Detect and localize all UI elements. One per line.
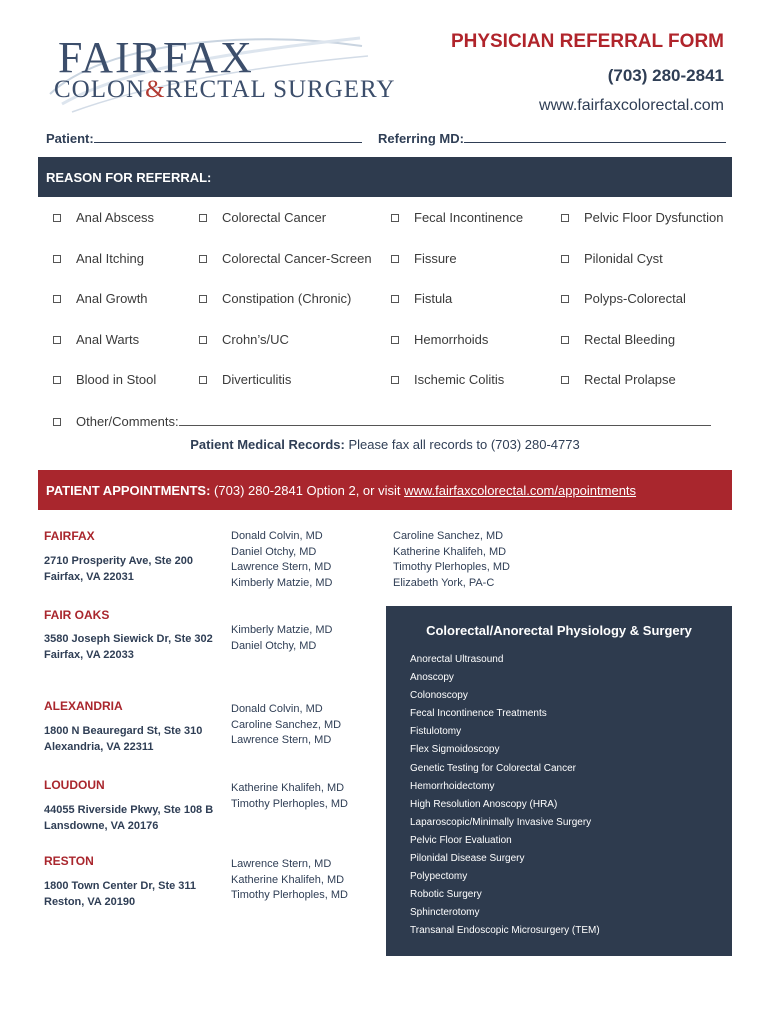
other-comments-label: Other/Comments:: [76, 414, 179, 429]
service-item: Fistulotomy: [410, 726, 462, 738]
logo-line-2: [54, 76, 395, 104]
doctor-name: Timothy Plerhoples, MD: [393, 561, 510, 573]
reason-label: Rectal Bleeding: [584, 332, 676, 347]
doctor-name: Timothy Plerhoples, MD: [231, 797, 348, 810]
location-address: [44, 632, 213, 663]
location-name: RESTON: [44, 854, 94, 868]
service-item: Genetic Testing for Colorectal Cancer: [410, 762, 577, 774]
doctor-name: Daniel Otchy, MD: [231, 639, 317, 652]
appointments-text: (703) 280-2841 Option 2, or visit: [210, 482, 405, 498]
location-name: FAIRFAX: [44, 529, 95, 543]
doctor-name: Lawrence Stern, MD: [231, 734, 332, 746]
services-panel: [386, 606, 732, 956]
services-title: Colorectal/Anorectal Physiology & Surgery: [426, 623, 692, 638]
checkbox-icon[interactable]: [53, 255, 61, 263]
address-line: Fairfax, VA 22031: [44, 570, 134, 583]
reason-checkbox[interactable]: [561, 332, 675, 347]
checkbox-icon[interactable]: [53, 376, 61, 384]
form-title: PHYSICIAN REFERRAL FORM: [450, 31, 724, 52]
doctor-name: Caroline Sanchez, MD: [393, 530, 504, 542]
service-item: Robotic Surgery: [410, 889, 482, 901]
doctor-name: Lawrence Stern, MD: [231, 858, 332, 870]
records-bold-label: Patient Medical Records:: [190, 437, 345, 452]
reason-checkbox[interactable]: [53, 372, 156, 387]
service-item: Pilonidal Disease Surgery: [410, 853, 525, 865]
reason-label: Constipation (Chronic): [222, 291, 352, 306]
reason-label: Colorectal Cancer-Screen: [222, 251, 372, 266]
doctor-list: [393, 529, 510, 591]
practice-logo: [42, 33, 396, 114]
checkbox-icon[interactable]: [561, 295, 569, 303]
doctor-name: Timothy Plerhoples, MD: [231, 889, 348, 901]
service-item: Polypectomy: [410, 871, 468, 883]
checkbox-icon[interactable]: [199, 214, 207, 222]
address-line: 1800 Town Center Dr, Ste 311: [44, 880, 197, 892]
checkbox-icon[interactable]: [561, 376, 569, 384]
checkbox-icon[interactable]: [199, 376, 207, 384]
logo-colon: COLON: [54, 76, 146, 103]
reason-label: Fissure: [414, 251, 457, 266]
doctor-name: Lawrence Stern, MD: [231, 561, 332, 573]
reason-checkbox[interactable]: [561, 210, 723, 225]
reason-label: Colorectal Cancer: [222, 210, 327, 225]
reason-label: Anal Warts: [76, 332, 140, 347]
reason-checkbox[interactable]: [199, 332, 289, 347]
service-item: Sphincterotomy: [410, 907, 480, 919]
reason-checkbox[interactable]: [53, 210, 154, 225]
reason-checkbox[interactable]: [53, 291, 148, 306]
referring-md-label: Referring MD:: [378, 131, 464, 146]
checkbox-icon[interactable]: [199, 295, 207, 303]
service-item: Anorectal Ultrasound: [410, 654, 504, 665]
reason-label: Crohn’s/UC: [222, 332, 289, 347]
reason-checkbox[interactable]: [199, 251, 372, 266]
checkbox-icon[interactable]: [391, 295, 399, 303]
reason-checkbox[interactable]: [561, 251, 663, 266]
doctor-list: [231, 623, 332, 654]
address-line: 44055 Riverside Pkwy, Ste 108 B: [44, 804, 214, 816]
location-address: [44, 554, 193, 585]
reason-label: Blood in Stool: [76, 372, 157, 387]
checkbox-icon[interactable]: [391, 336, 399, 344]
location-name: ALEXANDRIA: [44, 699, 123, 713]
other-comments-line[interactable]: [179, 413, 711, 426]
appointments-heading: PATIENT APPOINTMENTS:: [46, 482, 211, 498]
service-item: Fecal Incontinence Treatments: [410, 708, 547, 720]
doctor-name: Caroline Sanchez, MD: [231, 718, 342, 731]
logo-line-1: FAIRFAX: [58, 33, 254, 82]
doctor-list: [231, 702, 341, 749]
location-address: [44, 724, 202, 755]
doctor-list: [231, 781, 348, 812]
reason-checkbox[interactable]: [391, 372, 504, 387]
reason-label: Anal Itching: [76, 251, 144, 266]
checkbox-icon[interactable]: [561, 214, 569, 222]
checkbox-icon[interactable]: [53, 295, 61, 303]
checkbox-icon[interactable]: [391, 255, 399, 263]
appointments-bar: [38, 470, 732, 510]
service-item: Laparoscopic/Minimally Invasive Surgery: [410, 816, 592, 828]
checkbox-icon[interactable]: [561, 255, 569, 263]
patient-field[interactable]: [46, 130, 362, 146]
reason-label: Anal Growth: [76, 291, 148, 306]
header-contact: [451, 30, 724, 117]
address-line: 1800 N Beauregard St, Ste 310: [44, 725, 203, 737]
address-line: 2710 Prosperity Ave, Ste 200: [44, 555, 193, 567]
reason-checkbox[interactable]: [199, 372, 291, 387]
checkbox-icon[interactable]: [199, 255, 207, 263]
reason-label: Anal Abscess: [76, 210, 155, 225]
service-item: Flex Sigmoidoscopy: [410, 744, 500, 756]
services-list: [410, 651, 600, 941]
reason-label: Rectal Prolapse: [584, 372, 676, 387]
reason-for-referral-bar: [38, 157, 732, 197]
website-link[interactable]: www.fairfaxcolorectal.com: [539, 97, 724, 114]
reason-checkbox[interactable]: [199, 291, 351, 306]
checkbox-icon[interactable]: [53, 336, 61, 344]
doctor-list: [231, 529, 332, 591]
reason-checkbox[interactable]: [561, 291, 686, 306]
other-comments-field[interactable]: [53, 413, 711, 429]
reason-label: Hemorrhoids: [414, 332, 489, 347]
doctor-name: Elizabeth York, PA-C: [393, 576, 495, 589]
service-item: Colonoscopy: [410, 690, 468, 702]
checkbox-icon[interactable]: [199, 336, 207, 344]
location-name: FAIR OAKS: [44, 608, 110, 622]
appointments-link[interactable]: www.fairfaxcolorectal.com/appointments: [404, 482, 637, 498]
doctor-name: Katherine Khalifeh, MD: [231, 873, 345, 886]
service-item: Hemorrhoidectomy: [410, 780, 495, 792]
doctor-list: [231, 857, 348, 904]
reason-label: Diverticulitis: [222, 372, 292, 387]
doctor-name: Kimberly Matzie, MD: [231, 624, 333, 636]
reason-for-referral-heading: REASON FOR REFERRAL:: [46, 169, 212, 185]
address-line: 3580 Joseph Siewick Dr, Ste 302: [44, 633, 213, 645]
doctor-name: Donald Colvin, MD: [231, 530, 323, 542]
address-line: Alexandria, VA 22311: [44, 740, 154, 753]
reason-label: Pelvic Floor Dysfunction: [584, 210, 724, 225]
logo-rectal-surgery: RECTAL SURGERY: [165, 76, 396, 103]
doctor-name: Donald Colvin, MD: [231, 703, 323, 715]
doctor-name: Katherine Khalifeh, MD: [393, 545, 507, 558]
logo-ampersand: &: [145, 76, 166, 103]
medical-records-note: [0, 437, 770, 452]
doctor-name: Katherine Khalifeh, MD: [231, 782, 345, 794]
referring-md-input-line[interactable]: [464, 130, 726, 143]
reason-label: Fecal Incontinence: [414, 210, 524, 225]
address-line: Lansdowne, VA 20176: [44, 819, 159, 832]
service-item: Pelvic Floor Evaluation: [410, 834, 512, 846]
reason-checkbox[interactable]: [53, 251, 144, 266]
address-line: Reston, VA 20190: [44, 895, 136, 908]
address-line: Fairfax, VA 22033: [44, 648, 134, 661]
patient-input-line[interactable]: [94, 130, 362, 143]
service-item: High Resolution Anoscopy (HRA): [410, 798, 558, 810]
doctor-name: Kimberly Matzie, MD: [231, 576, 333, 589]
reason-label: Polyps-Colorectal: [584, 291, 686, 306]
reason-label: Ischemic Colitis: [414, 372, 505, 387]
checkbox-icon[interactable]: [391, 214, 399, 222]
referring-md-field[interactable]: [378, 130, 726, 146]
checkbox-icon[interactable]: [391, 376, 399, 384]
doctor-name: Daniel Otchy, MD: [231, 545, 317, 558]
location-address: [44, 803, 213, 834]
service-item: Transanal Endoscopic Microsurgery (TEM): [410, 925, 600, 937]
reason-checkbox[interactable]: [199, 210, 326, 225]
reason-checkbox[interactable]: [391, 251, 457, 266]
checkbox-icon[interactable]: [53, 418, 61, 426]
location-address: [44, 879, 196, 910]
checkbox-icon[interactable]: [53, 214, 61, 222]
checkbox-icon[interactable]: [561, 336, 569, 344]
records-text: Please fax all records to (703) 280-4773: [344, 437, 580, 452]
reason-checkbox[interactable]: [391, 210, 523, 225]
location-name: LOUDOUN: [44, 778, 105, 792]
phone-number: (703) 280-2841: [607, 66, 724, 85]
reason-label: Fistula: [414, 291, 453, 306]
reason-checkbox[interactable]: [561, 372, 676, 387]
reason-checkbox[interactable]: [391, 291, 452, 306]
reason-checkbox[interactable]: [53, 332, 139, 347]
reason-checkbox[interactable]: [391, 332, 488, 347]
reason-label: Pilonidal Cyst: [584, 251, 663, 266]
service-item: Anoscopy: [410, 672, 454, 684]
patient-label: Patient:: [46, 131, 94, 146]
